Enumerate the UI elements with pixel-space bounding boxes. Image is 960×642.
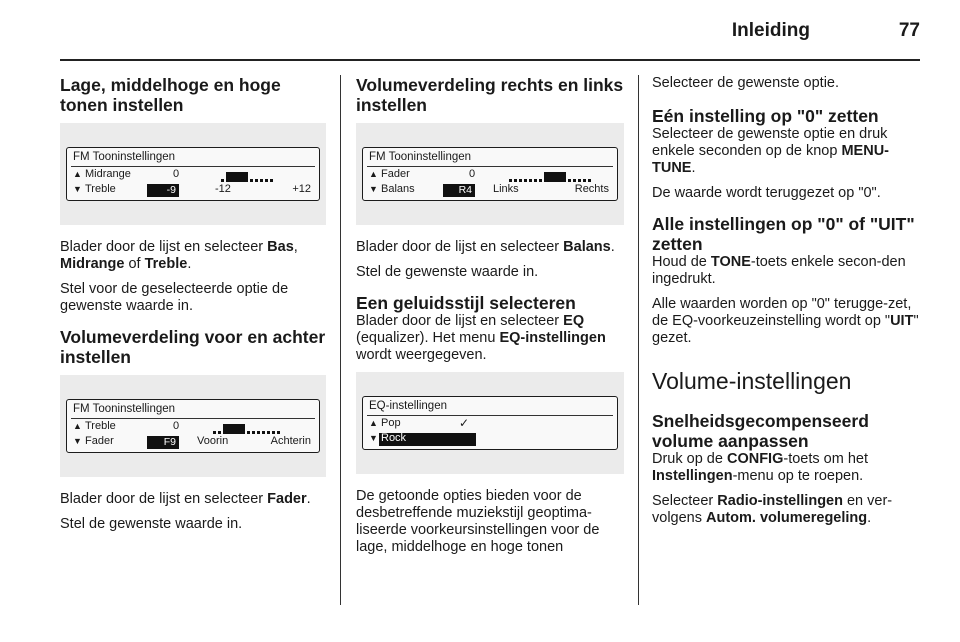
screen-row <box>369 417 611 432</box>
chapter-heading: Volume-instellingen <box>652 368 852 394</box>
screen-row <box>369 183 611 198</box>
display-image-tone-settings <box>60 123 326 225</box>
row-label: Pop <box>381 417 401 429</box>
level-bar <box>509 170 593 180</box>
screen-rule <box>367 166 613 167</box>
scale-max: +12 <box>292 183 311 195</box>
paragraph: Houd de TONE-toets enkele secon-den ingedrukt. <box>652 254 906 287</box>
screen-row <box>73 420 313 435</box>
column-3 <box>652 75 926 527</box>
scale-max: Rechts <box>574 183 609 195</box>
screen-rule <box>71 166 315 167</box>
section-heading: Volumeverdeling rechts en links instellen <box>356 75 624 115</box>
up-arrow-icon: ▲ <box>73 169 82 179</box>
checkmark-icon: ✓ <box>459 416 470 430</box>
row-value: 0 <box>173 168 180 180</box>
row-value: 0 <box>173 420 180 432</box>
section-heading: Een geluidsstijl selecteren <box>356 293 576 313</box>
column-1 <box>60 75 326 533</box>
paragraph: Blader door de lijst en selecteer EQ (equalizer). Het menu EQ-instellingen wordt weergegeven. <box>356 313 606 363</box>
down-arrow-icon: ▼ <box>369 184 378 194</box>
screen-title: FM Tooninstellingen <box>73 403 176 415</box>
scale-min: -12 <box>215 183 231 195</box>
paragraph: Stel de gewenste waarde in. <box>60 516 243 532</box>
section-heading: Eén instelling op "0" zetten <box>652 106 879 126</box>
paragraph: Selecteer de gewenste optie. <box>652 75 840 91</box>
down-arrow-icon: ▼ <box>369 433 378 443</box>
row-label: Treble <box>85 420 116 432</box>
screen-title: EQ-instellingen <box>369 400 447 412</box>
section-heading: Lage, middelhoge en hoge tonen instellen <box>60 75 281 115</box>
display-screen <box>362 147 618 201</box>
paragraph: Blader door de lijst en selecteer Fader. <box>60 491 311 507</box>
scale-min: Links <box>493 183 519 195</box>
row-label: Fader <box>85 435 114 447</box>
scale-min: Voorin <box>197 435 229 447</box>
screen-title: FM Tooninstellingen <box>369 151 472 163</box>
paragraph: De waarde wordt teruggezet op "0". <box>652 185 881 201</box>
screen-title: FM Tooninstellingen <box>73 151 176 163</box>
screen-row <box>73 435 313 450</box>
paragraph: Selecteer Radio-instellingen en ver-volgens Autom. volumeregeling. <box>652 493 893 526</box>
screen-row <box>73 183 313 198</box>
page-number: 77 <box>898 20 920 41</box>
screen-row <box>369 168 611 183</box>
paragraph: Alle waarden worden op "0" terugge-zet, de EQ-voorkeuzeinstelling wordt op "UIT" gezet. <box>652 296 919 346</box>
selected-value: R4 <box>443 184 475 197</box>
paragraph: Stel de gewenste waarde in. <box>356 264 539 280</box>
down-arrow-icon: ▼ <box>73 184 82 194</box>
selected-value: -9 <box>147 184 179 197</box>
row-label: Rock <box>381 432 407 444</box>
up-arrow-icon: ▲ <box>369 418 378 428</box>
row-label: Balans <box>381 183 415 195</box>
paragraph: De getoonde opties bieden voor de desbetreffende muziekstijl geoptima-liseerde voorkeursinstellingen voor de lage, middelhoge en hoge tonen <box>356 488 600 555</box>
selected-value: F9 <box>147 436 179 449</box>
display-image-eq <box>356 372 624 474</box>
paragraph: Blader door de lijst en selecteer Balans. <box>356 239 615 255</box>
display-screen <box>66 399 320 453</box>
paragraph: Blader door de lijst en selecteer Bas, Midrange of Treble. <box>60 239 298 272</box>
display-image-fader <box>60 375 326 477</box>
screen-rule <box>367 415 613 416</box>
paragraph: Stel voor de geselecteerde optie de gewenste waarde in. <box>60 281 289 314</box>
paragraph: Druk op de CONFIG-toets om het Instellingen-menu op te roepen. <box>652 451 868 484</box>
down-arrow-icon: ▼ <box>73 436 82 446</box>
screen-row <box>73 168 313 183</box>
column-2 <box>356 75 624 556</box>
screen-row <box>369 432 611 447</box>
section-heading: Snelheidsgecompenseerd volume aanpassen <box>652 411 869 451</box>
paragraph: Selecteer de gewenste optie en druk enkele seconden op de knop MENU-TUNE. <box>652 126 889 176</box>
row-label: Midrange <box>85 168 131 180</box>
row-label: Treble <box>85 183 116 195</box>
section-heading: Alle instellingen op "0" of "UIT" zetten <box>652 214 915 254</box>
display-screen <box>66 147 320 201</box>
display-image-balance <box>356 123 624 225</box>
header-rule <box>60 59 920 61</box>
column-divider <box>340 75 341 605</box>
level-bar <box>221 170 275 180</box>
display-screen <box>362 396 618 450</box>
screen-rule <box>71 418 315 419</box>
up-arrow-icon: ▲ <box>369 169 378 179</box>
level-bar <box>213 422 282 432</box>
row-label: Fader <box>381 168 410 180</box>
section-heading: Volumeverdeling voor en achter instellen <box>60 327 326 367</box>
row-value: 0 <box>469 168 476 180</box>
column-divider <box>638 75 639 605</box>
running-header-title: Inleiding <box>731 20 810 41</box>
scale-max: Achterin <box>270 435 311 447</box>
up-arrow-icon: ▲ <box>73 421 82 431</box>
